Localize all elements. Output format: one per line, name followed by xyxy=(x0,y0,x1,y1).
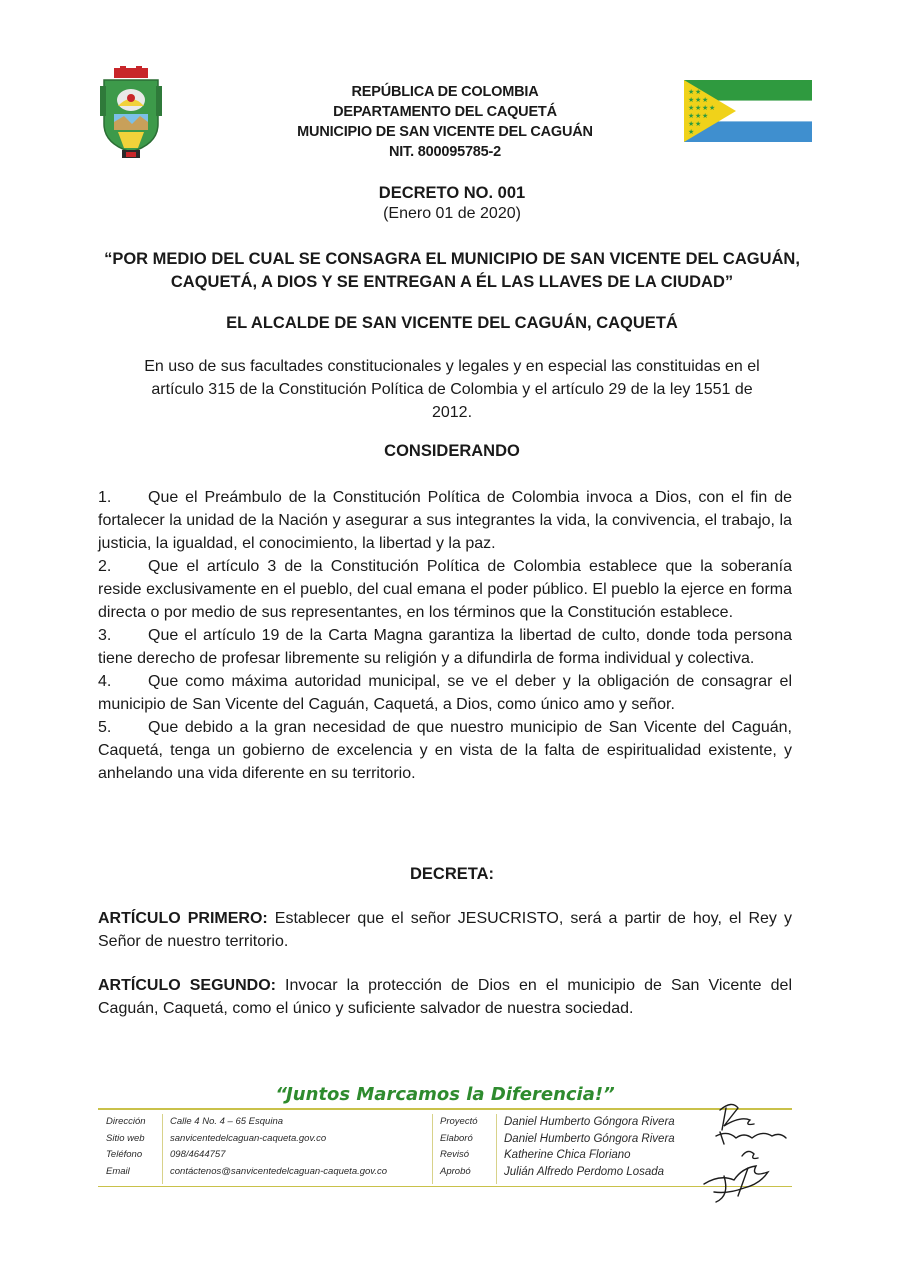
footer-label: Email xyxy=(106,1165,130,1177)
letterhead-nit: NIT. 800095785-2 xyxy=(388,144,502,160)
consideration-item xyxy=(98,670,792,716)
considerations-list xyxy=(98,486,792,785)
article-text: Invocar la protección de Dios en el municipio de San Vicente del Caguán, Caquetá, como el único y suficiente salvador de nuestra sociedad. xyxy=(98,977,793,1017)
consideration-item xyxy=(98,716,792,785)
svg-text:★: ★ xyxy=(695,104,702,112)
footer-address: Calle 4 No. 4 – 65 Esquina xyxy=(170,1116,284,1127)
footer-name: Daniel Humberto Góngora Rivera xyxy=(504,1132,675,1145)
footer-role: Proyectó xyxy=(440,1116,478,1127)
footer-name: Julián Alfredo Perdomo Losada xyxy=(504,1165,665,1178)
svg-text:★: ★ xyxy=(688,88,695,96)
svg-text:★: ★ xyxy=(709,104,716,112)
footer-role: Elaboró xyxy=(440,1132,473,1144)
preamble: En uso de sus facultades constitucionales y legales y en especial las constituidas en el artículo 315 de la Constitución Política de Colombia y el artículo 29 de la ley 1551 de 2012. xyxy=(144,358,760,421)
svg-text:★: ★ xyxy=(695,112,702,120)
municipal-flag-icon xyxy=(684,80,812,142)
footer-phone: 098/4644757 xyxy=(170,1149,226,1160)
considering-heading: CONSIDERANDO xyxy=(384,442,520,460)
footer-role: Aprobó xyxy=(440,1165,471,1177)
svg-text:★: ★ xyxy=(688,112,695,120)
decree-number: DECRETO NO. 001 xyxy=(378,184,526,202)
footer-slogan: “Juntos Marcamos la Diferencia!” xyxy=(275,1084,615,1105)
svg-text:★: ★ xyxy=(688,128,695,136)
footer-label: Teléfono xyxy=(106,1149,143,1160)
consideration-text: Que el Preámbulo de la Constitución Política de Colombia invoca a Dios, con el fin de fortalecer la unidad de la Nación y asegurar a sus integrantes la vida, la convivencia, el trabajo, la justicia, la igualdad, el conocimiento, la libertad y la paz. xyxy=(98,489,792,552)
article-text: Establecer que el señor JESUCRISTO, será a partir de hoy, el Rey y Señor de nuestro territorio. xyxy=(98,910,792,950)
handwritten-signature-icon xyxy=(680,1096,800,1206)
letterhead xyxy=(250,82,640,162)
footer-name: Daniel Humberto Góngora Rivera xyxy=(504,1116,675,1128)
consideration-text: Que debido a la gran necesidad de que nuestro municipio de San Vicente del Caguán, Caquetá, tenga un gobierno de excelencia y en vista de la falta de espiritualidad existente, y anhelando una vida diferente en su territorio. xyxy=(98,719,792,782)
decreta-heading: DECRETA: xyxy=(409,865,495,883)
consideration-item xyxy=(98,486,792,555)
mayor-heading: EL ALCALDE DE SAN VICENTE DEL CAGUÁN, CAQUETÁ xyxy=(226,314,678,332)
consideration-number: 5. xyxy=(98,719,112,736)
article-second xyxy=(98,974,792,1020)
consideration-number: 4. xyxy=(98,673,112,690)
svg-text:★: ★ xyxy=(695,96,702,104)
footer-label: Dirección xyxy=(106,1116,146,1127)
consideration-text: Que el artículo 19 de la Carta Magna garantiza la libertad de culto, donde toda persona tiene derecho de profesar libremente su religión y a difundirla de forma individual y colectiva. xyxy=(98,627,792,667)
svg-text:★: ★ xyxy=(702,96,709,104)
consideration-text: Que el artículo 3 de la Constitución Política de Colombia establece que la soberanía reside exclusivamente en el pueblo, del cual emana el poder público. El pueblo la ejerce en forma directa o por medio de sus representantes, en los términos que la Constitución establece. xyxy=(98,558,792,621)
footer-role: Revisó xyxy=(440,1149,470,1160)
svg-text:★: ★ xyxy=(695,88,702,96)
decree-date: (Enero 01 de 2020) xyxy=(383,205,521,222)
svg-text:★: ★ xyxy=(688,104,695,112)
consideration-number: 3. xyxy=(98,627,112,644)
consideration-item xyxy=(98,555,792,624)
article-first xyxy=(98,907,792,953)
footer-website-link[interactable]: sanvicentedelcaguan-caqueta.gov.co xyxy=(170,1132,327,1144)
svg-text:★: ★ xyxy=(702,104,709,112)
consideration-text: Que como máxima autoridad municipal, se ve el deber y la obligación de consagrar el municipio de San Vicente del Caguán, Caquetá, a Dios, como único amo y señor. xyxy=(98,673,792,713)
consideration-number: 2. xyxy=(98,558,112,575)
letterhead-municipality: MUNICIPIO DE SAN VICENTE DEL CAGUÁN xyxy=(297,124,593,140)
footer-name: Katherine Chica Floriano xyxy=(504,1149,631,1161)
svg-text:★: ★ xyxy=(688,120,695,128)
coat-of-arms-icon xyxy=(100,66,162,160)
svg-text:★: ★ xyxy=(688,96,695,104)
consideration-number: 1. xyxy=(98,489,112,506)
letterhead-country: REPÚBLICA DE COLOMBIA xyxy=(351,84,539,100)
footer-email-link[interactable]: contáctenos@sanvicentedelcaguan-caqueta.gov.co xyxy=(170,1165,388,1177)
article-label: ARTÍCULO SEGUNDO: xyxy=(98,977,276,994)
decree-title: “POR MEDIO DEL CUAL SE CONSAGRA EL MUNICIPIO DE SAN VICENTE DEL CAGUÁN, CAQUETÁ, A DIOS Y SE ENTREGAN A ÉL LAS LLAVES DE LA CIUDAD” xyxy=(104,250,800,291)
article-label: ARTÍCULO PRIMERO: xyxy=(98,910,268,927)
letterhead-department: DEPARTAMENTO DEL CAQUETÁ xyxy=(333,104,557,120)
footer-label: Sitio web xyxy=(106,1132,145,1144)
svg-text:★: ★ xyxy=(695,120,702,128)
svg-text:★: ★ xyxy=(702,112,709,120)
consideration-item xyxy=(98,624,792,670)
